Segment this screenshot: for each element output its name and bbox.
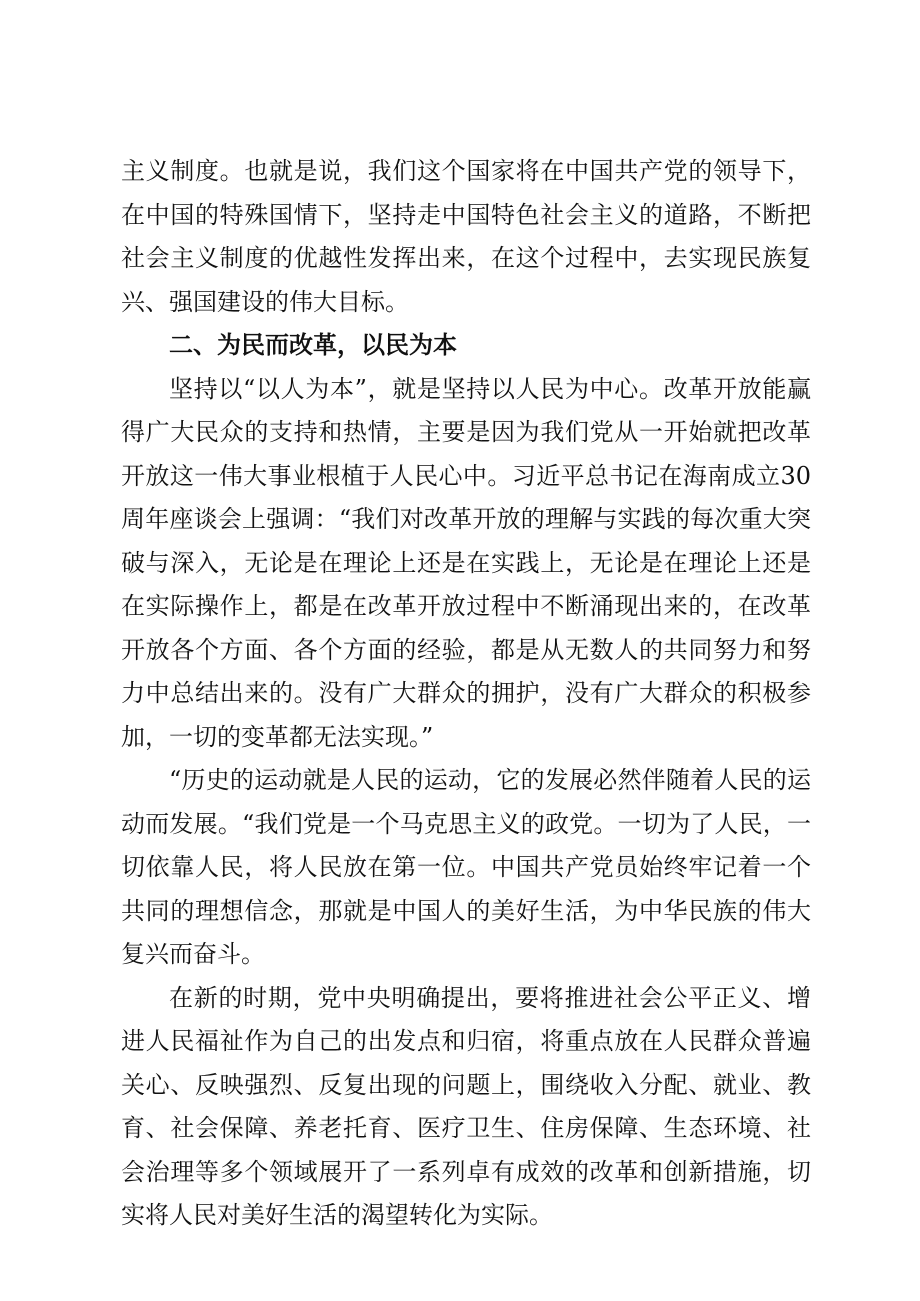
section-heading: 二、为民而改革，以民为本 [169, 331, 457, 359]
paragraph-continuation: 主义制度。也就是说，我们这个国家将在中国共产党的领导下，在中国的特殊国情下，坚持走中国特色社会主义的道路，不断把社会主义制度的优越性发挥出来，在这个过程中，去实现民族复兴、强国建设的伟大目标。 [121, 157, 811, 316]
paragraph-new-era: 在新的时期，党中央明确提出，要将推进社会公平正义、增进人民福祉作为自己的出发点和归宿，将重点放在人民群众普遍关心、反映强烈、反复出现的问题上，围绕收入分配、就业、教育、社会保障、养老托育、医疗卫生、住房保障、生态环境、社会治理等多个领域展开了一系列卓有成效的改革和创新措施，切实将人民对美好生活的渴望转化为实际。 [121, 983, 811, 1229]
paragraph-people-centered: 坚持以“以人为本”，就是坚持以人民为中心。改革开放能赢得广大民众的支持和热情，主要是因为我们党从一开始就把改革开放这一伟大事业根植于人民心中。习近平总书记在海南成立30周年座谈会上强调：“我们对改革开放的理解与实践的每次重大突破与深入，无论是在理论上还是在实践上，无论是在理论上还是在实际操作上，都是在改革开放过程中不断涌现出来的，在改革开放各个方面、各个方面的经验，都是从无数人的共同努力和努力中总结出来的。没有广大群众的拥护，没有广大群众的积极参加，一切的变革都无法实现。” [121, 374, 811, 751]
paragraph-history-movement: “历史的运动就是人民的运动，它的发展必然伴随着人民的运动而发展。“我们党是一个马克思主义的政党。一切为了人民，一切依靠人民，将人民放在第一位。中国共产党员始终牢记着一个共同的理想信念，那就是中国人的美好生活，为中华民族的伟大复兴而奋斗。 [121, 766, 811, 968]
document-body [121, 150, 811, 1238]
